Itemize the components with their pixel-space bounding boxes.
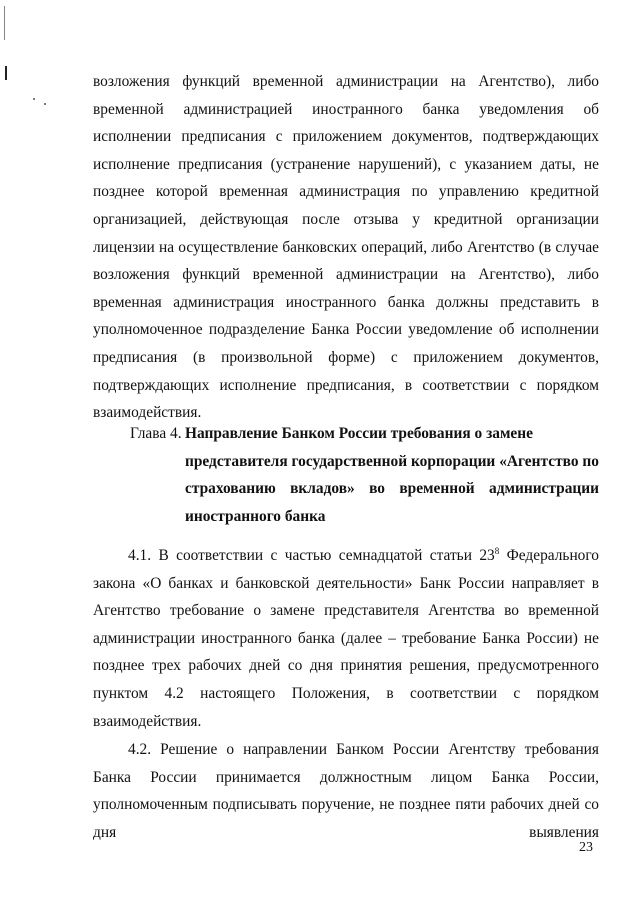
paragraph-4-1-start: 4.1. В соответствии с частью семнадцатой статьи 23 bbox=[128, 547, 495, 564]
paragraph-4-1 bbox=[93, 542, 599, 735]
chapter-title bbox=[185, 420, 599, 530]
scan-artifact bbox=[5, 66, 7, 80]
chapter-title-rest: представителя государственной корпорации «Агентство по страхованию вкладов» во временной администрации иностранного банка bbox=[185, 452, 599, 525]
scan-artifact bbox=[4, 6, 5, 40]
paragraph-4-1-rest: Федерального закона «О банках и банковской деятельности» Банк России направляет в Агентство требование о замене представителя Агентства во временной администрации иностранного банка (далее – требование Банка России) не позднее трех рабочих дней со дня принятия решения, предусмотренного пунктом 4.2 настоящего Положения, в соответствии с порядком взаимодействия. bbox=[93, 547, 599, 730]
chapter-title-line-1: Направление Банком России требования о замене bbox=[185, 425, 533, 442]
paragraph-4-2: 4.2. Решение о направлении Банком России Агентству требования Банка России принимается должностным лицом Банка России, уполномоченным подписывать поручение, не позднее пяти рабочих дней со дня выявления bbox=[93, 741, 599, 841]
scan-artifact bbox=[44, 103, 46, 105]
chapter-label: Глава 4. bbox=[130, 425, 182, 442]
page-number: 23 bbox=[579, 840, 593, 855]
paragraph-4-1-superscript: 8 bbox=[494, 545, 500, 556]
scan-artifact bbox=[33, 98, 35, 100]
continuation-paragraph: возложения функций временной администрации на Агентство), либо временной администрацией иностранного банка уведомления об исполнении предписания с приложением документов, подтверждающих исполнение предписания (устранение нарушений), с указанием даты, не позднее которой временная администрация по управлению кредитной организацией, действующая после отзыва у кредитной организации лицензии на осуществление банковских операций, либо Агентство (в случае возложения функций временной администрации на Агентство), либо временная администрация иностранного банка должны представить в уполномоченное подразделение Банка России уведомление об исполнении предписания (в произвольной форме) с приложением документов, подтверждающих исполнение предписания, в соответствии с порядком взаимодействия. bbox=[93, 73, 599, 422]
